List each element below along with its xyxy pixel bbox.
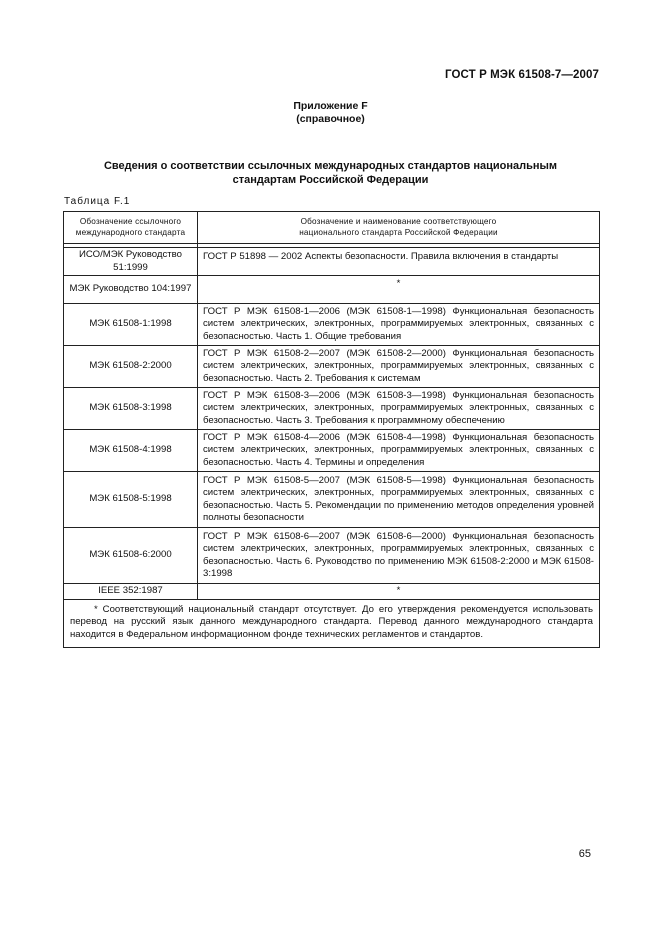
header-national-standard — [198, 212, 600, 244]
table-caption: Таблица F.1 — [64, 196, 131, 207]
section-title-line1: Сведения о соответствии ссылочных международных стандартов национальным — [103, 160, 558, 172]
table-row — [64, 276, 600, 304]
national-standard-cell: ГОСТ Р 51898 — 2002 Аспекты безопасности. Правила включения в стандарты — [198, 248, 600, 276]
header-intl-standard — [64, 212, 198, 244]
footnote-row — [64, 600, 600, 648]
national-standard-cell: ГОСТ Р МЭК 61508-3—2006 (МЭК 61508-3—1998) Функциональная безопасность систем электрических, электронных, программируемых электронных, связанных с безопасностью. Часть 3. Требования к программному обеспечению — [198, 388, 600, 430]
national-standard-cell: ГОСТ Р МЭК 61508-5—2007 (МЭК 61508-5—1998) Функциональная безопасность систем электрических, электронных, программируемых электронных, связанных с безопасностью. Часть 5. Рекомендации по применению методов определения уровней полноты безопасности — [198, 472, 600, 528]
table-row — [64, 248, 600, 276]
table-row — [64, 388, 600, 430]
national-standard-cell: * — [198, 276, 600, 304]
intl-standard-cell: МЭК 61508-3:1998 — [64, 388, 198, 430]
appendix-title — [0, 100, 661, 126]
appendix-type: (справочное) — [296, 113, 365, 125]
intl-standard-cell: ИСО/МЭК Руководство 51:1999 — [64, 248, 198, 276]
intl-standard-cell: МЭК 61508-5:1998 — [64, 472, 198, 528]
header-intl-line1: Обозначение ссылочного — [79, 217, 182, 226]
intl-standard-cell: МЭК 61508-2:2000 — [64, 346, 198, 388]
footnote-cell — [64, 600, 600, 648]
header-intl-line2: международного стандарта — [75, 227, 186, 237]
national-standard-cell: * — [198, 584, 600, 600]
intl-standard-cell: МЭК Руководство 104:1997 — [64, 276, 198, 304]
national-standard-cell: ГОСТ Р МЭК 61508-4—2006 (МЭК 61508-4—1998) Функциональная безопасность систем электрических, электронных, программируемых электронных, связанных с безопасностью. Часть 4. Термины и определения — [198, 430, 600, 472]
table-header-row — [64, 212, 600, 244]
table-row — [64, 346, 600, 388]
header-nat-line2: национального стандарта Российской Федерации — [299, 227, 498, 237]
national-standard-cell: ГОСТ Р МЭК 61508-1—2006 (МЭК 61508-1—1998) Функциональная безопасность систем электрических, электронных, программируемых электронных, связанных с безопасностью. Часть 1. Общие требования — [198, 304, 600, 346]
intl-standard-cell: IEEE 352:1987 — [64, 584, 198, 600]
table-row — [64, 584, 600, 600]
document-header: ГОСТ Р МЭК 61508-7—2007 — [445, 69, 599, 81]
section-title-line2: стандартам Российской Федерации — [232, 174, 429, 186]
page-number: 65 — [578, 848, 591, 860]
national-standard-cell: ГОСТ Р МЭК 61508-6—2007 (МЭК 61508-6—2000) Функциональная безопасность систем электрических, электронных, программируемых электронных, связанных с безопасностью. Часть 6. Руководство по применению МЭК 61508-2:2000 и МЭК 61508-3:1998 — [198, 528, 600, 584]
appendix-label: Приложение F — [293, 100, 368, 112]
table-row — [64, 528, 600, 584]
footnote-text: * Соответствующий национальный стандарт отсутствует. До его утверждения рекомендуется использовать перевод на русский язык данного международного стандарта. Перевод данного международного стандарта находится в Федеральном информационном фонде технических регламентов и стандартов. — [70, 604, 593, 640]
table-row — [64, 304, 600, 346]
header-nat-line1: Обозначение и наименование соответствующего — [300, 217, 497, 226]
intl-standard-cell: МЭК 61508-6:2000 — [64, 528, 198, 584]
standards-correspondence-table — [63, 211, 600, 648]
table-row — [64, 430, 600, 472]
national-standard-cell: ГОСТ Р МЭК 61508-2—2007 (МЭК 61508-2—2000) Функциональная безопасность систем электрических, электронных, программируемых электронных, связанных с безопасностью. Часть 2. Требования к системам — [198, 346, 600, 388]
table-row — [64, 472, 600, 528]
intl-standard-cell: МЭК 61508-4:1998 — [64, 430, 198, 472]
section-title — [60, 159, 601, 187]
intl-standard-cell: МЭК 61508-1:1998 — [64, 304, 198, 346]
